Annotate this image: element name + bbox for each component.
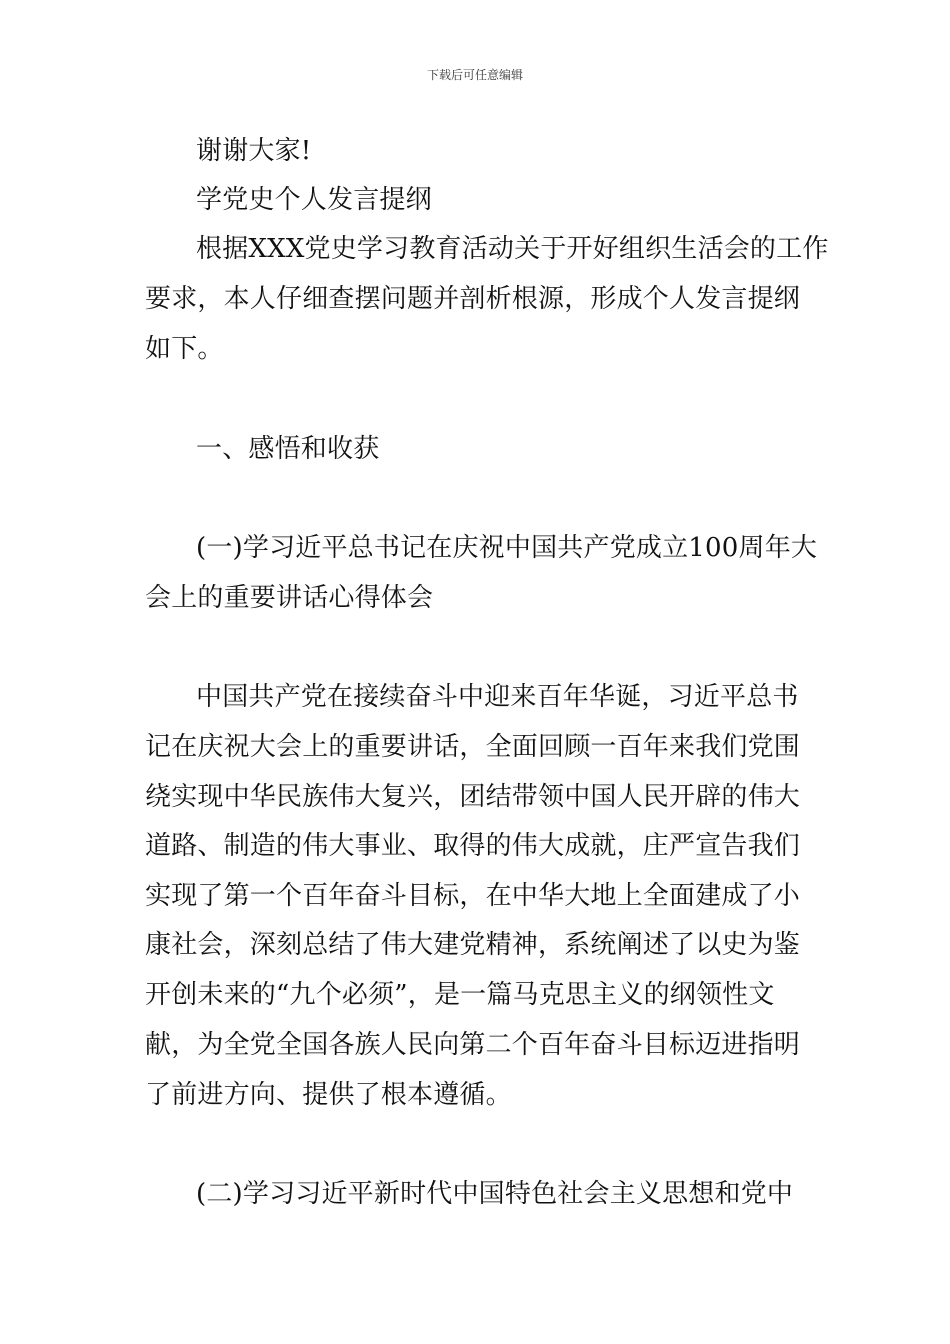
- text-line: 谢谢大家!: [196, 136, 312, 166]
- text-line: 记在庆祝大会上的重要讲话，全面回顾一百年来我们党围: [145, 732, 801, 762]
- text-line: 实现了第一个百年奋斗目标，在中华大地上全面建成了小: [145, 881, 801, 911]
- text-line: 道路、制造的伟大事业、取得的伟大成就，庄严宣告我们: [145, 831, 801, 861]
- text-line: 如下。: [145, 334, 224, 364]
- subsection-heading: (一)学习近平总书记在庆祝中国共产党成立100周年大: [196, 533, 818, 563]
- text-line: 根据XXX党史学习教育活动关于开好组织生活会的工作: [196, 234, 829, 264]
- text-line: 献，为全党全国各族人民向第二个百年奋斗目标迈进指明: [145, 1030, 801, 1060]
- text-line: 要求，本人仔细查摆问题并剖析根源，形成个人发言提纲: [145, 284, 801, 314]
- subsection-heading: (二)学习习近平新时代中国特色社会主义思想和党中: [196, 1179, 794, 1209]
- text-line: 康社会，深刻总结了伟大建党精神，系统阐述了以史为鉴: [145, 930, 801, 960]
- text-line: 绕实现中华民族伟大复兴，团结带领中国人民开辟的伟大: [145, 782, 801, 812]
- text-line: 中国共产党在接续奋斗中迎来百年华诞，习近平总书: [196, 682, 799, 712]
- text-line: 会上的重要讲话心得体会: [145, 583, 434, 613]
- text-line: 了前进方向、提供了根本遵循。: [145, 1080, 512, 1110]
- section-heading: 一、感悟和收获: [196, 434, 380, 464]
- text-line: 开创未来的“九个必须”，是一篇马克思主义的纲领性文: [145, 980, 775, 1010]
- text-line: 学党史个人发言提纲: [196, 185, 432, 215]
- page-header: 下载后可任意编辑: [426, 68, 523, 82]
